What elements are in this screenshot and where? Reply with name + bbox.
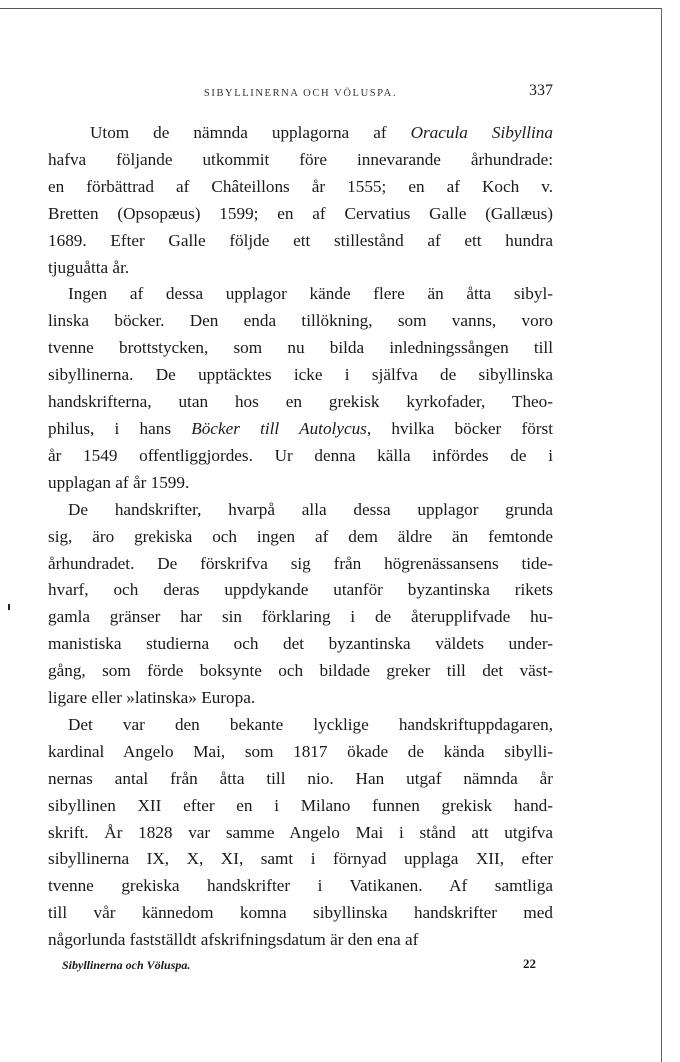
text-run: till vår kännedom komna sibyllinska handskrifter med xyxy=(48,903,553,923)
text-line xyxy=(48,631,553,658)
text-run: en förbättrad af Châteillons år 1555; en af Koch v. xyxy=(48,176,553,196)
italic-title: Oracula Sibyllina xyxy=(410,123,553,142)
text-run: ligare eller »latinska» Europa. xyxy=(48,688,256,708)
text-run: upplagan af år 1599. xyxy=(48,472,190,492)
text-run: handskrifterna, utan hos en grekisk kyrkofader, Theo- xyxy=(48,392,553,412)
text-line xyxy=(48,147,553,174)
text-line xyxy=(48,551,553,578)
text-run: nernas antal från åtta till nio. Han utgaf nämnda år xyxy=(48,768,553,788)
text-run: manistiska studierna och det byzantinska väldets under- xyxy=(48,634,553,654)
text-line xyxy=(48,228,553,255)
text-line xyxy=(48,497,553,524)
text-run: tvenne brottstycken, som nu bilda inledningssången till xyxy=(48,338,553,358)
text-line xyxy=(48,685,553,712)
text-run: någorlunda fastställdt afskrifningsdatum är den ena af xyxy=(48,930,419,950)
page-number: 337 xyxy=(529,82,553,99)
page-footer xyxy=(62,956,536,976)
paragraph xyxy=(48,281,553,496)
text-line xyxy=(48,712,553,739)
text-run: Utom de nämnda upplagorna af xyxy=(90,123,411,142)
text-run: 1689. Efter Galle följde ett stillestånd af ett hundra xyxy=(48,230,553,250)
running-title: SIBYLLINERNA OCH VÖLUSPA. xyxy=(203,88,398,99)
text-run: Bretten (Opsopæus) 1599; en af Cervatius Galle (Gallæus) xyxy=(48,203,553,223)
text-run: sibyllinerna. De upptäcktes icke i själfva de sibyllinska xyxy=(48,365,553,385)
text-line xyxy=(48,577,553,604)
text-run: århundradet. De förskrifva sig från högrenässansens tide- xyxy=(48,553,553,573)
text-run: hvarf, och deras uppdykande utanför byzantinska rikets xyxy=(48,580,553,600)
text-run: sibyllinen XII efter en i Milano funnen grekisk hand- xyxy=(48,795,553,815)
text-line xyxy=(48,362,553,389)
text-line xyxy=(48,201,553,228)
text-run: sibyllinerna IX, X, XI, samt i förnyad upplaga XII, efter xyxy=(48,849,553,869)
text-run: tvenne grekiska handskrifter i Vatikanen. Af samtliga xyxy=(48,876,553,896)
footer-title: Sibyllinerna och Völuspa. xyxy=(62,958,191,972)
text-run: Ingen af dessa upplagor kände flere än åtta sibyl- xyxy=(68,284,553,304)
text-line xyxy=(48,739,553,766)
ink-speck xyxy=(8,604,10,610)
scan-edge-right xyxy=(661,8,662,1062)
text-line xyxy=(48,524,553,551)
text-run: linska böcker. Den enda tillökning, som vanns, voro xyxy=(48,311,553,331)
text-run: hafva följande utkommit före innevarande århundrade: xyxy=(48,149,553,169)
paragraph xyxy=(48,497,553,712)
text-line xyxy=(48,604,553,631)
text-line xyxy=(48,174,553,201)
text-run: philus, i hans xyxy=(48,418,192,438)
italic-title: Böcker till Autolycus, xyxy=(191,418,372,438)
text-line xyxy=(48,793,553,820)
body-text xyxy=(48,120,553,954)
text-line xyxy=(48,255,553,282)
text-run: gamla gränser har sin förklaring i de återupplifvade hu- xyxy=(48,607,553,627)
text-line xyxy=(48,900,553,927)
text-line xyxy=(48,281,553,308)
text-run: kardinal Angelo Mai, som 1817 ökade de kända sibylli- xyxy=(48,741,553,761)
text-run: tjuguåtta år. xyxy=(48,257,130,277)
text-run: De handskrifter, hvarpå alla dessa upplagor grunda xyxy=(68,499,553,519)
text-line xyxy=(48,658,553,685)
text-line xyxy=(48,389,553,416)
signature-mark: 22 xyxy=(523,956,536,971)
text-line xyxy=(48,308,553,335)
text-line xyxy=(48,335,553,362)
page-header xyxy=(48,82,553,106)
text-line xyxy=(48,927,553,954)
text-line xyxy=(48,120,553,147)
text-line xyxy=(48,443,553,470)
text-line xyxy=(48,416,553,443)
text-run: år 1549 offentliggjordes. Ur denna källa infördes de i xyxy=(48,445,553,465)
scan-edge-top xyxy=(0,8,662,9)
text-run: skrift. År 1828 var samme Angelo Mai i stånd att utgifva xyxy=(48,822,553,842)
text-line xyxy=(48,470,553,497)
text-line xyxy=(48,820,553,847)
paragraph xyxy=(48,120,553,281)
text-line xyxy=(48,766,553,793)
text-line xyxy=(48,873,553,900)
text-run: hvilka böcker först xyxy=(371,418,553,438)
text-run: Det var den bekante lycklige handskriftuppdagaren, xyxy=(68,714,553,734)
text-line xyxy=(48,846,553,873)
paragraph xyxy=(48,712,553,954)
text-run: gång, som förde boksynte och bildade greker till det väst- xyxy=(48,661,553,681)
text-run: sig, äro grekiska och ingen af dem äldre än femtonde xyxy=(48,526,553,546)
